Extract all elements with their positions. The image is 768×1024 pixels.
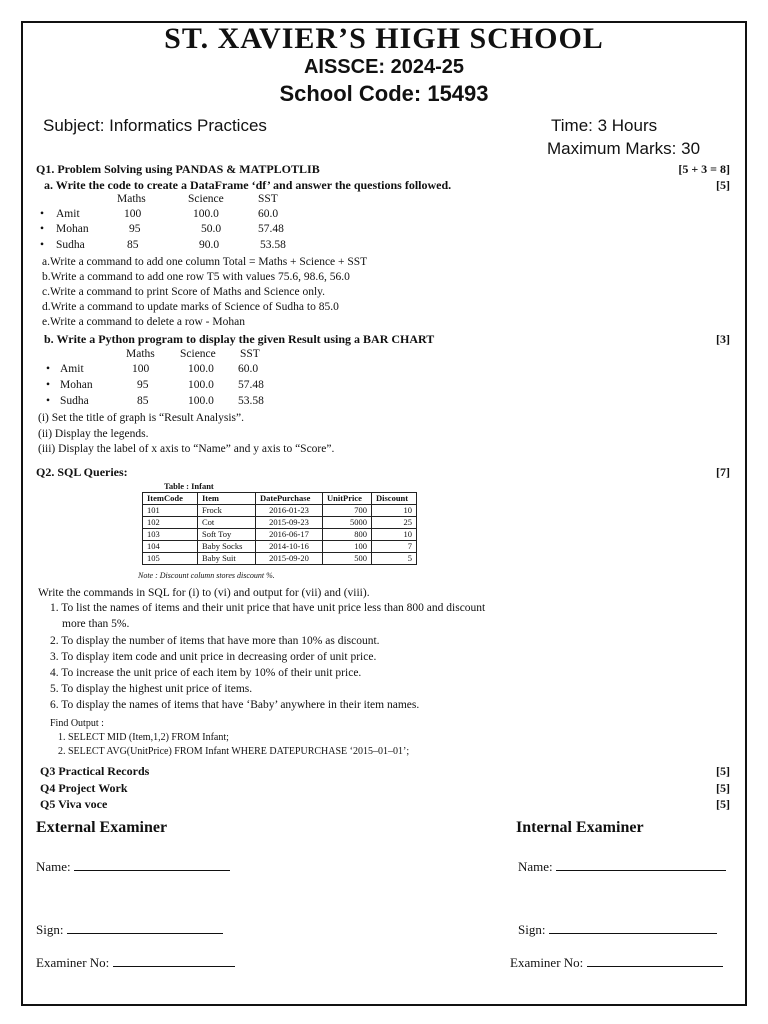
q4-title: Q4 Project Work (40, 781, 128, 795)
table-caption: Table : Infant (164, 481, 214, 491)
internal-examiner-no-field[interactable]: Examiner No: (510, 954, 723, 971)
q2-item: 5. To display the highest unit price of items. (50, 683, 253, 695)
table-row: 102 Cot 2015-09-23 5000 25 (143, 517, 417, 529)
q1b-question: (i) Set the title of graph is “Result Analysis”. (38, 412, 245, 424)
output-query: 1. SELECT MID (Item,1,2) FROM Infant; (58, 732, 229, 743)
internal-sign-field[interactable]: Sign: (518, 921, 717, 938)
q2-marks: [7] (716, 465, 730, 479)
q1a-title: a. Write the code to create a DataFrame ‘df’ and answer the questions followed. (44, 178, 452, 192)
time: Time: 3 Hours (551, 116, 658, 135)
col-maths: Maths (126, 348, 155, 360)
table-note: Note : Discount column stores discount %. (138, 571, 275, 580)
table-row: 103 Soft Toy 2016-06-17 800 10 (143, 529, 417, 541)
q1-title: Q1. Problem Solving using PANDAS & MATPLOTLIB (36, 162, 320, 176)
external-examiner-heading: External Examiner (36, 819, 168, 836)
col-science: Science (180, 348, 216, 360)
q1b-marks: [3] (716, 332, 730, 346)
q3-title: Q3 Practical Records (40, 764, 150, 778)
col-sst: SST (240, 348, 260, 360)
q1a-question: d.Write a command to update marks of Science of Sudha to 85.0 (42, 301, 339, 313)
q2-item: 1. To list the names of items and their unit price that have unit price less than 800 and discount (50, 602, 486, 614)
q5-marks: [5] (716, 797, 730, 811)
q3-marks: [5] (716, 764, 730, 778)
find-output-label: Find Output : (50, 718, 104, 729)
max-marks: Maximum Marks: 30 (547, 139, 701, 158)
q2-item: more than 5%. (62, 618, 130, 630)
external-examiner-no-field[interactable]: Examiner No: (36, 954, 235, 971)
table-header-row: ItemCode Item DatePurchase UnitPrice Discount (143, 493, 417, 505)
external-sign-field[interactable]: Sign: (36, 921, 223, 938)
q2-item: 3. To display item code and unit price in decreasing order of unit price. (50, 651, 377, 663)
table-row: 101 Frock 2016-01-23 700 10 (143, 505, 417, 517)
infant-table (142, 492, 417, 565)
q1b-title: b. Write a Python program to display the given Result using a BAR CHART (44, 332, 435, 346)
internal-name-field[interactable]: Name: (518, 858, 726, 875)
q1a-question: c.Write a command to print Score of Maths and Science only. (42, 286, 326, 298)
q2-intro: Write the commands in SQL for (i) to (vi) and output for (vii) and (viii). (38, 587, 370, 599)
q1a-question: e.Write a command to delete a row - Mohan (42, 316, 245, 328)
col-maths: Maths (117, 193, 146, 205)
subject: Subject: Informatics Practices (43, 116, 267, 135)
q2-item: 2. To display the number of items that have more than 10% as discount. (50, 635, 380, 647)
q5-title: Q5 Viva voce (40, 797, 108, 811)
table-row: 105 Baby Suit 2015-09-20 500 5 (143, 553, 417, 565)
external-name-field[interactable]: Name: (36, 858, 230, 875)
q4-marks: [5] (716, 781, 730, 795)
q1b-question: (ii) Display the legends. (38, 428, 149, 440)
table-row: 104 Baby Socks 2014-10-16 100 7 (143, 541, 417, 553)
q1a-question: a.Write a command to add one column Total = Maths + Science + SST (42, 256, 368, 268)
internal-examiner-heading: Internal Examiner (516, 819, 644, 836)
school-code: School Code: 15493 (279, 81, 489, 106)
q1b-question: (iii) Display the label of x axis to “Name” and y axis to “Score”. (38, 443, 335, 455)
q1a-question: b.Write a command to add one row T5 with values 75.6, 98.6, 56.0 (42, 271, 350, 283)
school-name: ST. XAVIER’S HIGH SCHOOL (164, 22, 604, 55)
output-query: 2. SELECT AVG(UnitPrice) FROM Infant WHERE DATEPURCHASE ‘2015–01–01’; (58, 746, 410, 757)
q1-marks: [5 + 3 = 8] (678, 162, 730, 176)
exam-title: AISSCE: 2024-25 (303, 56, 465, 78)
q2-item: 4. To increase the unit price of each item by 10% of their unit price. (50, 667, 362, 679)
q2-title: Q2. SQL Queries: (36, 465, 128, 479)
col-sst: SST (258, 193, 278, 205)
col-science: Science (188, 193, 224, 205)
q1a-marks: [5] (716, 178, 730, 192)
q2-item: 6. To display the names of items that have ‘Baby’ anywhere in their item names. (50, 699, 420, 711)
